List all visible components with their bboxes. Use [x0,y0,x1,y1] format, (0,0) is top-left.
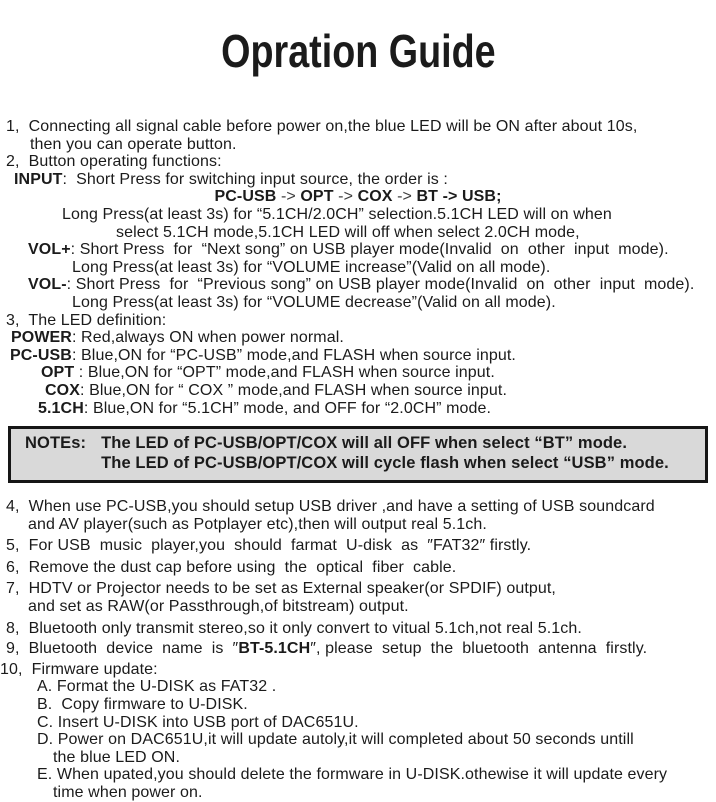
guide-line-text: 1, Connecting all signal cable before power on,the blue LED will be ON after about 10s, [6,118,638,135]
guide-line-text: : Red,always ON when power normal. [71,329,344,347]
guide-line-text: : Short Press for “Previous song” on USB player mode(Invalid on other input mode). [66,276,695,294]
guide-line-text: B. Copy firmware to U-DISK. [37,696,248,714]
guide-line [0,784,716,802]
guide-line-text: : Blue,ON for “PC-USB” mode,and FLASH when source input. [71,346,516,364]
guide-line-text: ″, please setup the bluetooth antenna firstly. [310,640,648,658]
guide-line-text: : Blue,ON for “5.1CH” mode, and OFF for “2.0CH” mode. [83,399,492,417]
guide-line-bold-text: PC-USB [214,188,277,206]
guide-line [0,347,716,365]
guide-line [0,749,716,767]
guide-line-text: 4, When use PC-USB,you should setup USB driver ,and have a setting of USB soundcard [6,498,655,516]
guide-line [0,294,716,312]
guide-line [0,400,716,418]
notes-lines [101,434,669,473]
guide-line-text: the blue LED ON. [53,748,180,766]
guide-line [0,696,716,714]
guide-line-text: select 5.1CH mode,5.1CH LED will off when select 2.0CH mode, [116,223,580,241]
guide-line-bold-text: COX [45,381,80,399]
guide-line-text: 3, The LED definition: [6,311,167,329]
guide-line [0,382,716,400]
guide-line-text: : Short Press for switching input source, the order is : [62,170,448,188]
guide-line-text: Long Press(at least 3s) for “VOLUME increase”(Valid on all mode). [72,258,551,276]
notes-line: The LED of PC-USB/OPT/COX will cycle flash when select “USB” mode. [101,453,669,472]
guide-line-text: 8, Bluetooth only transmit stereo,so it only convert to vitual 5.1ch,not real 5.1ch. [6,619,582,637]
guide-line [0,329,716,347]
guide-section-top [0,118,716,417]
guide-line [0,224,716,242]
guide-line-text: : Blue,ON for “ COX ” mode,and FLASH when source input. [79,381,507,399]
page-title-text: Opration Guide [220,25,496,77]
guide-line-bold-text: POWER [11,329,72,347]
guide-line-text: A. Format the U-DISK as FAT32 . [37,678,277,696]
guide-line [0,171,716,189]
guide-line-bold-text: VOL- [28,276,67,294]
arrow-separator: -> [333,188,358,206]
guide-line-text: E. When upated,you should delete the formware in U-DISK.othewise it will update every [37,766,668,784]
guide-line [0,640,716,658]
guide-line [0,620,716,638]
guide-line-text: 7, HDTV or Projector needs to be set as External speaker(or SPDIF) output, [6,580,556,598]
guide-line [0,661,716,679]
guide-line-text: and AV player(such as Potplayer etc),then will output real 5.1ch. [28,515,487,533]
guide-line-text: 6, Remove the dust cap before using the optical fiber cable. [6,558,457,576]
guide-line-bold-text: BT-5.1CH [238,640,311,658]
guide-line [0,766,716,784]
guide-line [0,678,716,696]
guide-line-bold-text: COX [357,188,393,206]
guide-section-bottom [0,498,716,802]
guide-line [0,312,716,330]
guide-line-text: : Blue,ON for “OPT” mode,and FLASH when source input. [74,364,495,382]
guide-line [0,580,716,598]
guide-line [0,188,716,206]
guide-line-bold-text: INPUT [14,170,63,188]
guide-line-bold-text: OPT [41,364,75,382]
guide-line [0,153,716,171]
guide-line-text: 9, Bluetooth device name is ″ [6,640,239,658]
guide-line-bold-text: 5.1CH [38,399,84,417]
guide-line [0,276,716,294]
guide-line-text: 2, Button operating functions: [6,153,222,171]
guide-line-text: 10, Firmware update: [0,660,158,678]
guide-line [0,136,716,154]
guide-line [0,731,716,749]
guide-line [0,364,716,382]
guide-line-text: Long Press(at least 3s) for “VOLUME decrease”(Valid on all mode). [72,293,556,311]
arrow-separator: -> [392,188,417,206]
guide-line-text: C. Insert U-DISK into USB port of DAC651U. [37,713,359,731]
guide-line-text: : Short Press for “Next song” on USB player mode(Invalid on other input mode). [70,241,669,259]
guide-line [0,598,716,616]
guide-line-text: then you can operate button. [30,135,237,153]
guide-line [0,516,716,534]
guide-line-text: time when power on. [53,784,203,801]
page-title [0,0,716,77]
guide-line-text: 5, For USB music player,you should farmat U-disk as ″FAT32″ firstly. [6,537,532,555]
guide-line [0,259,716,277]
guide-line [0,559,716,577]
notes-label: NOTEs: [25,434,87,453]
guide-line-text: Long Press(at least 3s) for “5.1CH/2.0CH” selection.5.1CH LED will on when [62,205,612,223]
guide-line [0,714,716,732]
notes-line: The LED of PC-USB/OPT/COX will all OFF when select “BT” mode. [101,434,628,453]
guide-line-bold-text: BT -> USB; [416,188,502,206]
guide-line [0,241,716,259]
guide-line-bold-text: OPT [300,188,334,206]
notes-box [8,426,708,483]
guide-line [0,206,716,224]
guide-line [0,537,716,555]
guide-line [0,118,716,136]
guide-line-text: D. Power on DAC651U,it will update autoly,it will completed about 50 seconds untill [37,731,634,749]
guide-line-bold-text: PC-USB [10,346,72,364]
guide-content [0,118,716,802]
guide-line-bold-text: VOL+ [28,241,71,259]
guide-line-text: and set as RAW(or Passthrough,of bitstream) output. [28,598,409,616]
guide-line [0,498,716,516]
arrow-separator: -> [276,188,301,206]
